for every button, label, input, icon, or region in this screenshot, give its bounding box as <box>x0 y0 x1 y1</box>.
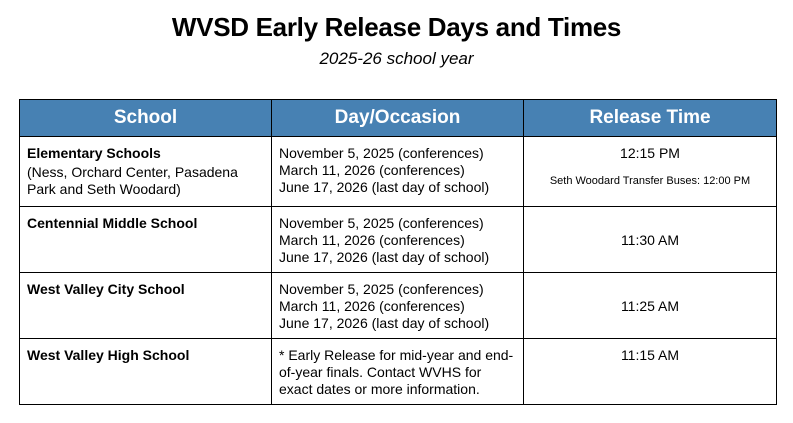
date-line: November 5, 2025 (conferences) <box>279 145 484 161</box>
table-row <box>20 137 777 207</box>
days-note: * Early Release for mid-year and end-of-year finals. Contact WVHS for exact dates or more information. <box>279 347 514 397</box>
days-cell <box>272 273 524 339</box>
release-time: 11:15 AM <box>620 347 680 363</box>
school-name: Centennial Middle School <box>27 215 198 231</box>
date-line: March 11, 2026 (conferences) <box>279 232 465 248</box>
days-cell <box>272 137 524 207</box>
early-release-table <box>19 99 777 405</box>
release-note: Seth Woodard Transfer Buses: 12:00 PM <box>549 175 751 187</box>
school-cell <box>20 207 272 273</box>
date-line: November 5, 2025 (conferences) <box>279 281 484 297</box>
release-time-cell <box>524 137 777 207</box>
page-subtitle: 2025-26 school year <box>319 49 474 68</box>
school-name: Elementary Schools <box>27 145 161 161</box>
release-time: 11:30 AM <box>620 232 680 248</box>
table-row <box>20 207 777 273</box>
school-note: (Ness, Orchard Center, Pasadena Park and Seth Woodard) <box>27 164 238 197</box>
release-time-cell <box>524 207 777 273</box>
column-header-day-occasion: Day/Occasion <box>272 100 524 137</box>
column-header-school: School <box>20 100 272 137</box>
release-time-cell <box>524 273 777 339</box>
date-line: June 17, 2026 (last day of school) <box>279 315 490 331</box>
days-cell <box>272 339 524 405</box>
school-cell <box>20 273 272 339</box>
date-line: June 17, 2026 (last day of school) <box>279 179 490 195</box>
table-row <box>20 273 777 339</box>
school-cell <box>20 339 272 405</box>
date-line: June 17, 2026 (last day of school) <box>279 249 490 265</box>
school-name: West Valley City School <box>27 281 185 297</box>
page-title: WVSD Early Release Days and Times <box>171 12 622 42</box>
date-line: November 5, 2025 (conferences) <box>279 215 484 231</box>
date-line: March 11, 2026 (conferences) <box>279 298 465 314</box>
column-header-release-time: Release Time <box>524 100 777 137</box>
table-header-row <box>20 100 777 137</box>
release-time: 12:15 PM <box>620 145 680 161</box>
release-time: 11:25 AM <box>620 298 680 314</box>
table-row <box>20 339 777 405</box>
release-time-cell <box>524 339 777 405</box>
date-line: March 11, 2026 (conferences) <box>279 162 465 178</box>
school-name: West Valley High School <box>27 347 190 363</box>
days-cell <box>272 207 524 273</box>
school-cell <box>20 137 272 207</box>
